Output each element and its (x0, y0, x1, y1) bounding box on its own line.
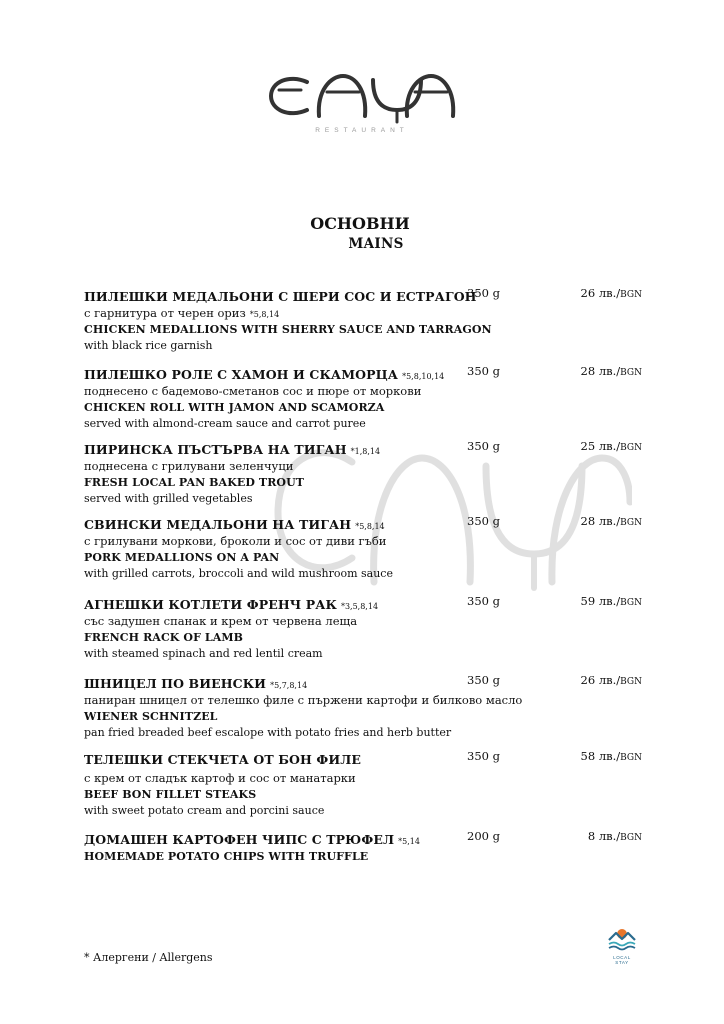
item-price: 28 лв./BGN (580, 364, 642, 378)
item-desc-en: with steamed spinach and red lentil cream (84, 647, 323, 660)
item-desc-allergens: *5,8,14 (249, 310, 280, 319)
item-title-en: WIENER SCHNITZEL (84, 710, 218, 723)
badge-label-line1: LOCAL (613, 955, 631, 960)
menu-item (84, 673, 644, 737)
item-allergens: *3,5,8,14 (340, 602, 379, 611)
sun-mountain-icon (605, 925, 639, 951)
item-title-en: CHICKEN ROLL WITH JAMON AND SCAMORZA (84, 401, 385, 414)
cava-logo-mark (267, 68, 457, 124)
menu-item (84, 514, 644, 578)
item-title-bg: ДОМАШЕН КАРТОФЕН ЧИПС С ТРЮФЕЛ (84, 832, 395, 847)
item-title-bg: ШНИЦЕЛ ПО ВИЕНСКИ (84, 676, 267, 691)
item-title-en: FRESH LOCAL PAN BAKED TROUT (84, 476, 305, 489)
menu-item (84, 594, 644, 658)
menu-item (84, 749, 644, 815)
item-weight: 350 g (467, 594, 500, 608)
item-desc-en: served with grilled vegetables (84, 492, 253, 505)
item-desc-bg: паниран шницел от телешко филе с пържени картофи и билково масло (84, 693, 523, 707)
restaurant-logo (0, 68, 724, 134)
logo-subtitle: RESTAURANT (315, 127, 409, 134)
item-title-bg: ПИЛЕШКИ МЕДАЛЬОНИ С ШЕРИ СОС И ЕСТРАГОН (84, 289, 477, 304)
item-title-bg: ПИРИНСКА ПЪСТЪРВА НА ТИГАН (84, 442, 347, 457)
item-weight: 350 g (467, 439, 500, 453)
item-title-en: CHICKEN MEDALLIONS WITH SHERRY SAUCE AND TARRAGON (84, 323, 492, 336)
item-desc-bg: поднесена с грилувани зеленчуци (84, 459, 294, 473)
item-desc-en: with sweet potato cream and porcini sauce (84, 804, 325, 817)
item-desc-en: with grilled carrots, broccoli and wild mushroom sauce (84, 567, 393, 580)
section-title-bg: ОСНОВНИ (310, 214, 410, 233)
item-desc-en: with black rice garnish (84, 339, 213, 352)
item-allergens: *5,8,14 (355, 522, 385, 531)
item-weight: 350 g (467, 364, 500, 378)
section-title-en: MAINS (348, 236, 404, 252)
item-weight: 350 g (467, 673, 500, 687)
item-price: 26 лв./BGN (580, 673, 642, 687)
item-title-bg: ТЕЛЕШКИ СТЕКЧЕТА ОТ БОН ФИЛЕ (84, 752, 362, 767)
badge-label-line2: STAY (615, 960, 629, 965)
item-desc-en: pan fried breaded beef escalope with potato fries and herb butter (84, 726, 452, 739)
item-weight: 350 g (467, 514, 500, 528)
item-price: 8 лв./BGN (587, 829, 642, 843)
item-title-en: PORK MEDALLIONS ON A PAN (84, 551, 280, 564)
item-price: 25 лв./BGN (580, 439, 642, 453)
allergens-footnote: * Алергени / Allergens (84, 951, 213, 964)
menu-item (84, 829, 644, 861)
menu-item (84, 364, 644, 428)
item-price: 26 лв./BGN (580, 286, 642, 300)
item-allergens: *1,8,14 (350, 447, 381, 456)
item-title-en: HOMEMADE POTATO CHIPS WITH TRUFFLE (84, 850, 369, 863)
item-desc-bg: с грилувани моркови, броколи и сос от диви гъби (84, 534, 387, 548)
item-desc-bg: с гарнитура от черен ориз (84, 306, 246, 320)
item-weight: 200 g (467, 829, 500, 843)
local-stay-badge (604, 925, 640, 965)
item-title-bg: ПИЛЕШКО РОЛЕ С ХАМОН И СКАМОРЦА (84, 367, 399, 382)
item-title-en: BEEF BON FILLET STEAKS (84, 788, 257, 801)
item-desc-bg: с крем от сладък картоф и сос от манатарки (84, 771, 356, 785)
item-allergens: *5,14 (398, 837, 420, 846)
menu-item (84, 286, 644, 350)
item-price: 59 лв./BGN (580, 594, 642, 608)
item-desc-bg: със задушен спанак и крем от червена леща (84, 614, 358, 628)
item-allergens: *5,8,10,14 (402, 372, 445, 381)
item-allergens: *5,7,8,14 (270, 681, 308, 690)
item-title-bg: АГНЕШКИ КОТЛЕТИ ФРЕНЧ РАК (84, 597, 337, 612)
item-price: 58 лв./BGN (580, 749, 642, 763)
item-title-bg: СВИНСКИ МЕДАЛЬОНИ НА ТИГАН (84, 517, 352, 532)
item-desc-en: served with almond-cream sauce and carrot puree (84, 417, 366, 430)
menu-item (84, 439, 644, 503)
item-title-en: FRENCH RACK OF LAMB (84, 631, 244, 644)
item-price: 28 лв./BGN (580, 514, 642, 528)
item-weight: 350 g (467, 286, 500, 300)
item-desc-bg: поднесено с бадемово-сметанов сос и пюре от моркови (84, 384, 422, 398)
item-weight: 350 g (467, 749, 500, 763)
